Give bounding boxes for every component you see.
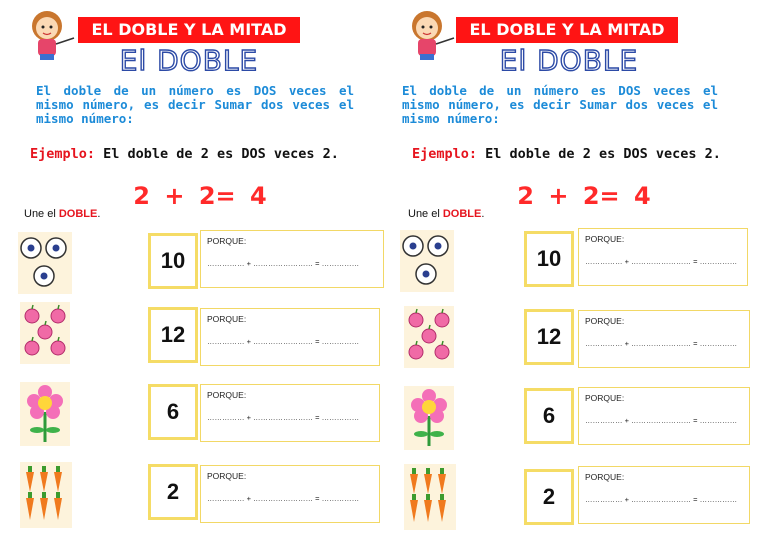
answer-line[interactable]: …………… + …………………… = …………… — [585, 257, 738, 266]
flower-icon — [404, 386, 454, 450]
instruction-suffix: . — [97, 208, 101, 220]
porque-label: PORQUE: — [585, 234, 625, 244]
soccer-ball-icon — [400, 230, 454, 292]
carrot-icon — [404, 464, 456, 530]
answer-line[interactable]: …………… + …………………… = …………… — [207, 494, 360, 503]
girl-teacher-icon — [18, 6, 76, 64]
answer-line[interactable]: …………… + …………………… = …………… — [207, 413, 360, 422]
porque-box-3[interactable] — [578, 387, 750, 445]
porque-label: PORQUE: — [207, 236, 247, 246]
worksheet-right — [384, 0, 768, 543]
number-box-4[interactable]: 2 — [524, 469, 574, 525]
title-banner: EL DOBLE Y LA MITAD — [456, 17, 678, 43]
porque-label: PORQUE: — [207, 314, 247, 324]
flower-picture[interactable] — [404, 386, 454, 450]
example-label: Ejemplo: — [30, 146, 96, 162]
porque-box-1[interactable] — [578, 228, 748, 286]
flower-icon — [20, 382, 70, 446]
title-banner: EL DOBLE Y LA MITAD — [78, 17, 300, 43]
apples-picture[interactable] — [404, 306, 454, 368]
porque-label: PORQUE: — [585, 316, 625, 326]
number-box-2[interactable]: 12 — [524, 309, 574, 365]
porque-label: PORQUE: — [207, 471, 247, 481]
answer-line[interactable]: …………… + …………………… = …………… — [585, 495, 738, 504]
number-box-3[interactable]: 6 — [148, 384, 198, 440]
flower-picture[interactable] — [20, 382, 70, 446]
example-body: El doble de 2 es DOS veces 2. — [477, 146, 721, 162]
answer-line[interactable]: …………… + …………………… = …………… — [207, 337, 360, 346]
instruction-suffix: . — [481, 208, 485, 220]
section-heading: El DOBLE — [499, 44, 639, 77]
example-equation: 2 + 2= 4 — [517, 182, 651, 210]
girl-teacher-icon — [398, 6, 456, 64]
soccer-ball-icon — [18, 232, 72, 294]
number-box-1[interactable]: 10 — [524, 231, 574, 287]
answer-line[interactable]: …………… + …………………… = …………… — [207, 259, 360, 268]
number-box-4[interactable]: 2 — [148, 464, 198, 520]
example-body: El doble de 2 es DOS veces 2. — [95, 146, 339, 162]
porque-label: PORQUE: — [585, 393, 625, 403]
example-equation: 2 + 2= 4 — [133, 182, 267, 210]
porque-label: PORQUE: — [585, 472, 625, 482]
soccer-balls-picture[interactable] — [18, 232, 72, 294]
example-text — [30, 146, 352, 162]
example-text — [412, 146, 734, 162]
instruction-prefix: Une el — [408, 208, 443, 220]
porque-box-2[interactable] — [200, 308, 380, 366]
porque-label: PORQUE: — [207, 390, 247, 400]
number-box-3[interactable]: 6 — [524, 388, 574, 444]
instruction-keyword: DOBLE — [58, 208, 98, 220]
instruction-keyword: DOBLE — [442, 208, 482, 220]
answer-line[interactable]: …………… + …………………… = …………… — [585, 416, 738, 425]
instruction — [408, 208, 484, 220]
number-box-2[interactable]: 12 — [148, 307, 198, 363]
porque-box-1[interactable] — [200, 230, 384, 288]
carrots-picture[interactable] — [20, 462, 72, 528]
soccer-balls-picture[interactable] — [400, 230, 454, 292]
example-label: Ejemplo: — [412, 146, 478, 162]
porque-box-2[interactable] — [578, 310, 750, 368]
instruction-prefix: Une el — [24, 208, 59, 220]
apple-icon — [404, 306, 454, 368]
porque-box-4[interactable] — [200, 465, 380, 523]
definition-text: El doble de un número es DOS veces el mismo número, es decir Sumar dos veces el mismo número: — [36, 83, 354, 126]
section-heading: El DOBLE — [119, 44, 259, 77]
instruction — [24, 208, 100, 220]
apples-picture[interactable] — [20, 302, 70, 364]
definition-text: El doble de un número es DOS veces el mismo número, es decir Sumar dos veces el mismo número: — [402, 83, 718, 126]
porque-box-4[interactable] — [578, 466, 750, 524]
carrots-picture[interactable] — [404, 464, 456, 530]
apple-icon — [20, 302, 70, 364]
number-box-1[interactable]: 10 — [148, 233, 198, 289]
answer-line[interactable]: …………… + …………………… = …………… — [585, 339, 738, 348]
porque-box-3[interactable] — [200, 384, 380, 442]
carrot-icon — [20, 462, 72, 528]
